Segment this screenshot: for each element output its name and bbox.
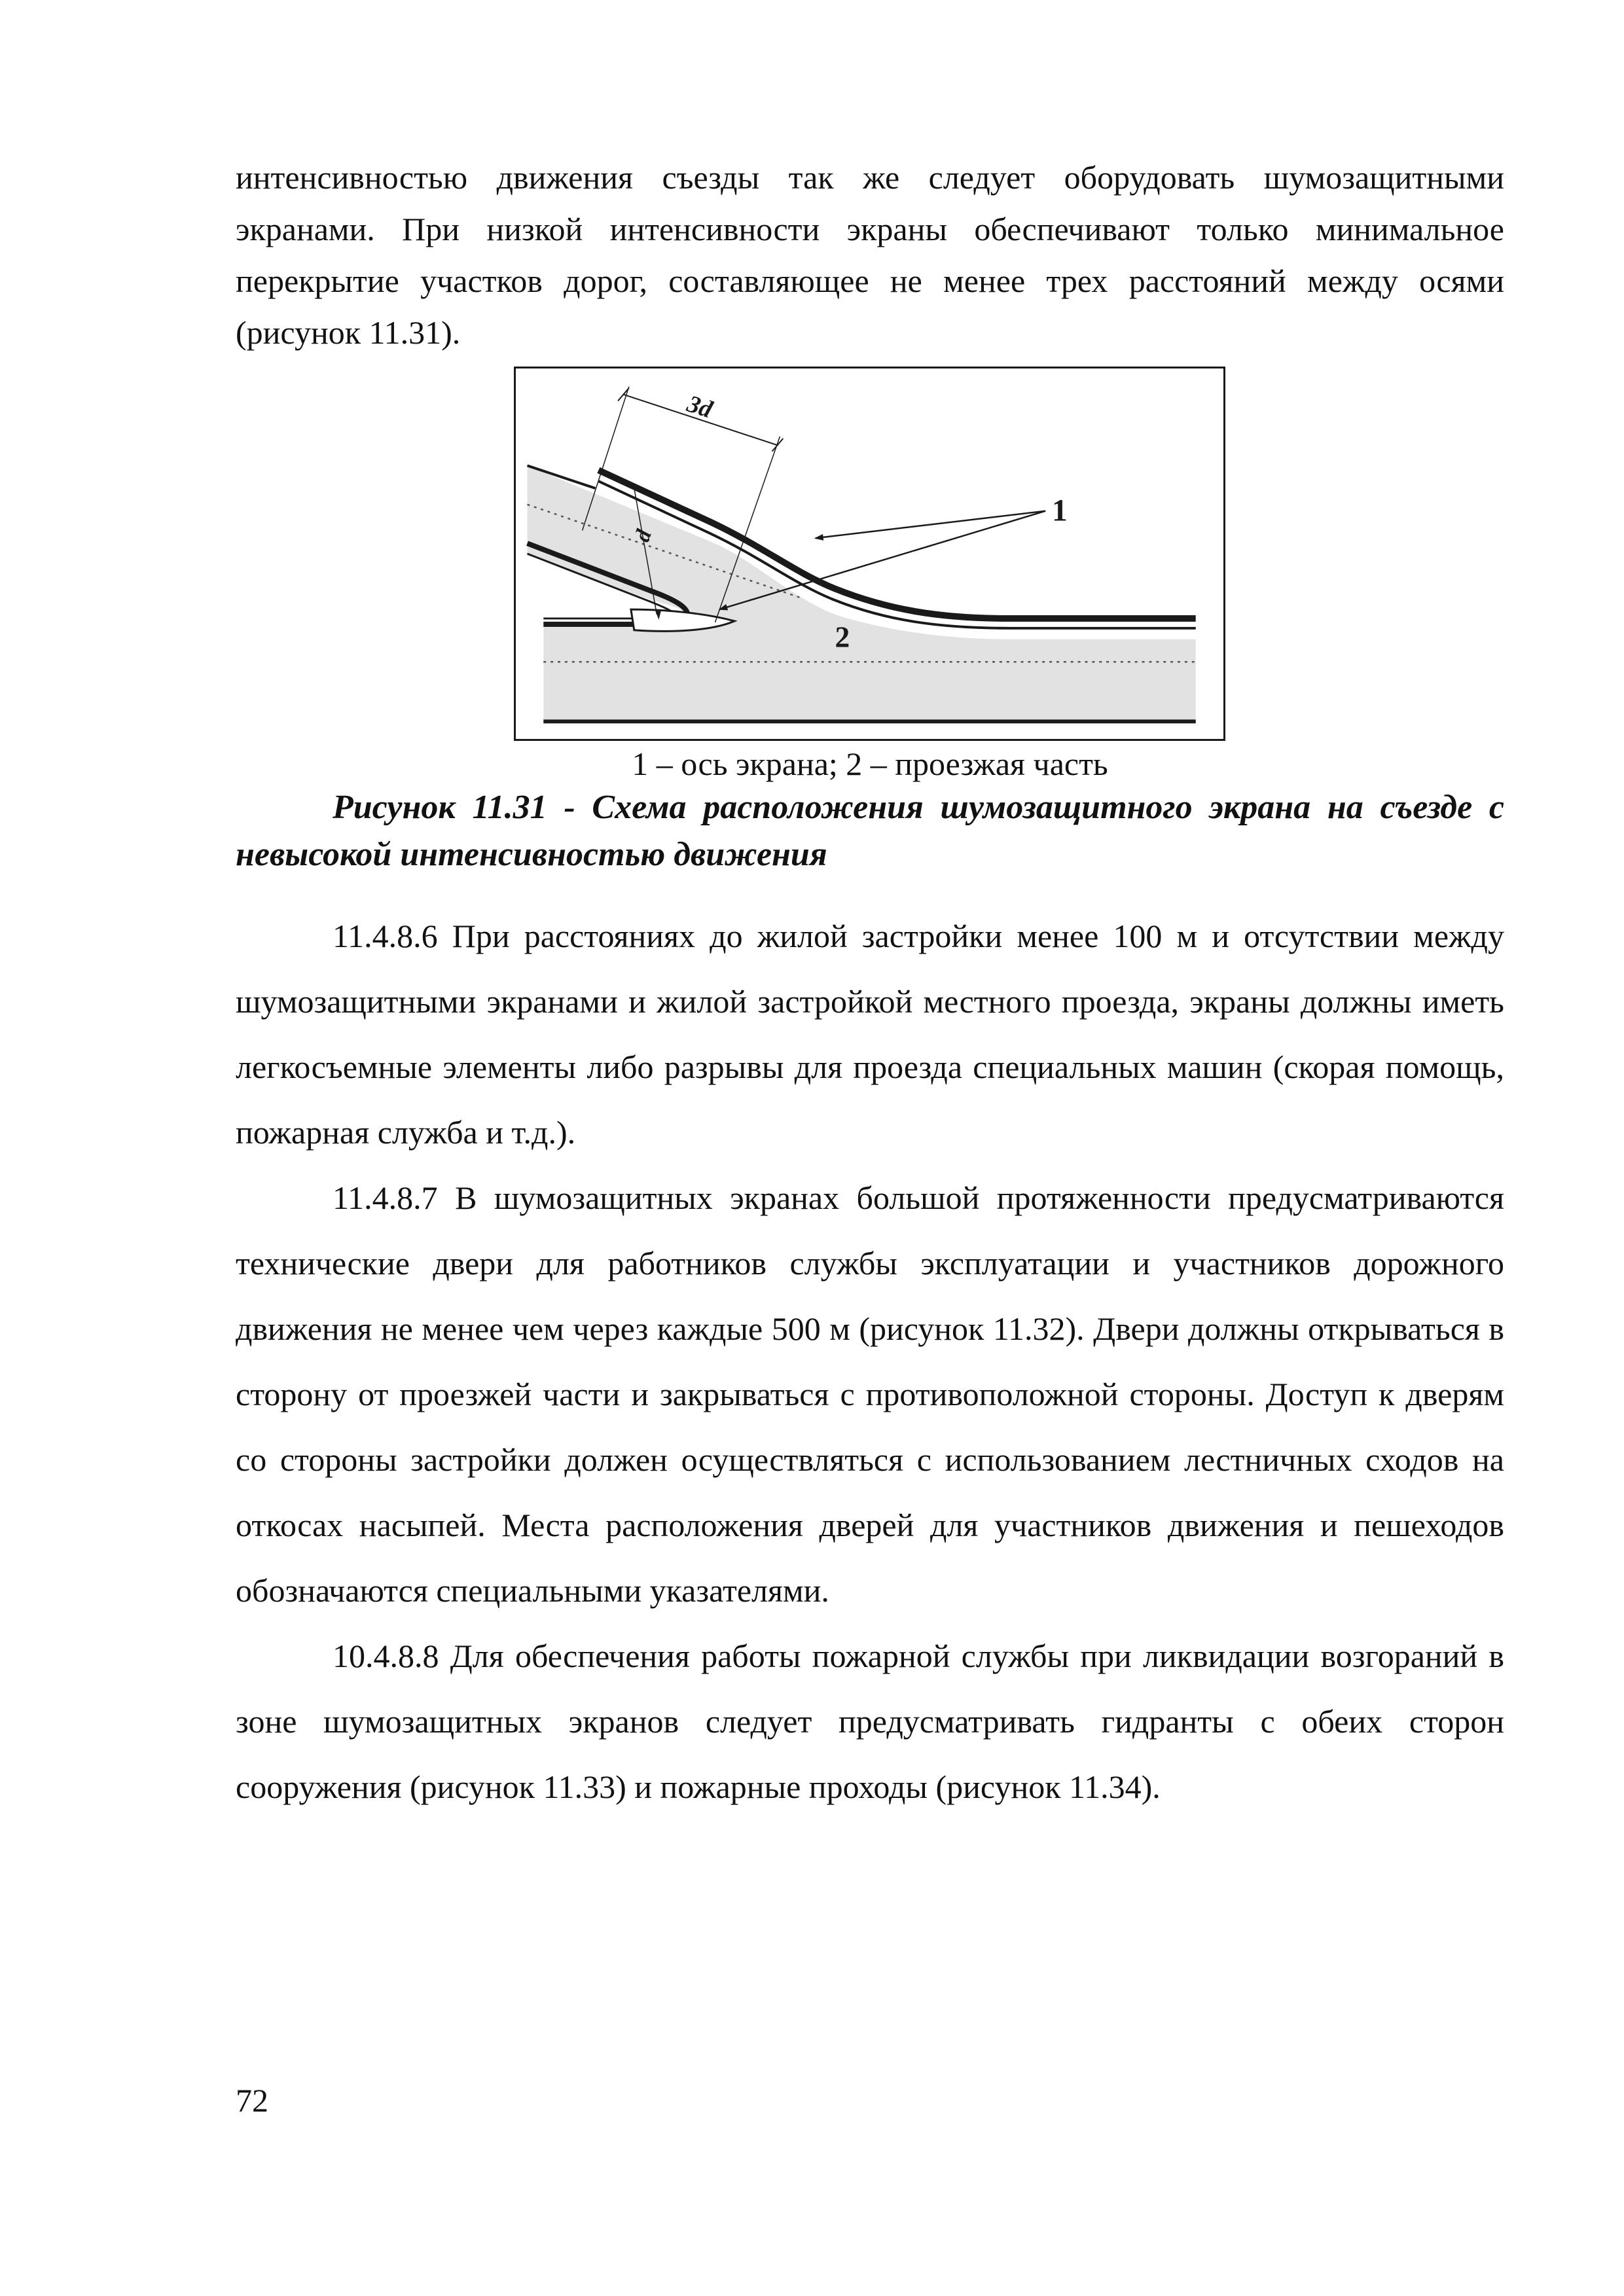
label-1: 1 [1052,493,1068,528]
paragraph-10-4-8-8: 10.4.8.8 Для обеспечения работы пожарной службы при ликвидации возгораний в зоне шумозащитных экранов следует предусматривать гидранты с обеих сторон сооружения (рисунок 11.33) и пожарные проходы (рисунок 11.34). [236,1638,1504,1805]
paragraph-11-4-8-6: 11.4.8.6 При расстояниях до жилой застройки менее 100 м и отсутствии между шумозащитными экранами и жилой застройкой местного проезда, экраны должны иметь легкосъемные элементы либо разрывы для проезда специальных машин (скорая помощь, пожарная служба и т.д.). [236,918,1504,1151]
leader-arrow-1a [816,511,1045,539]
body-text [236,903,1504,1820]
label-2: 2 [835,620,850,654]
figure-caption: Рисунок 11.31 - Схема расположения шумозащитного экрана на съезде с невысокой интенсивностью движения [236,789,1504,873]
page-number: 72 [236,2082,268,2119]
label-d: d [630,526,657,545]
paragraph-11-4-8-7: 11.4.8.7 В шумозащитных экранах большой протяженности предусматриваются технические двери для работников службы эксплуатации и участников дорожного движения не менее чем через каждые 500 м (рисунок 11.32). Двери должны открываться в сторону от проезжей части и закрываться с противоположной стороны. Доступ к дверям со стороны застройки должен осуществляться с использованием лестничных сходов на откосах насыпей. Места расположения дверей для участников движения и пешеходов обозначаются специальными указателями. [236,1179,1504,1609]
main-road-surface [543,641,1195,722]
noise-barrier-diagram [516,368,1223,739]
figure-legend: 1 – ось экрана; 2 – проезжая часть [632,745,1108,782]
label-3d: 3d [683,389,716,424]
figure-11-31 [514,367,1225,741]
tick-left [618,388,629,401]
tick-right [772,439,784,452]
ramp-surface [528,465,1196,640]
leader-arrow-1b [719,511,1045,609]
intro-paragraph: интенсивностью движения съезды так же следует оборудовать шумозащитными экранами. При низкой интенсивности экраны обеспечивают только минимальное перекрытие участков дорог, составляющее не менее трех расстояний между осями (рисунок 11.31). [236,159,1504,351]
